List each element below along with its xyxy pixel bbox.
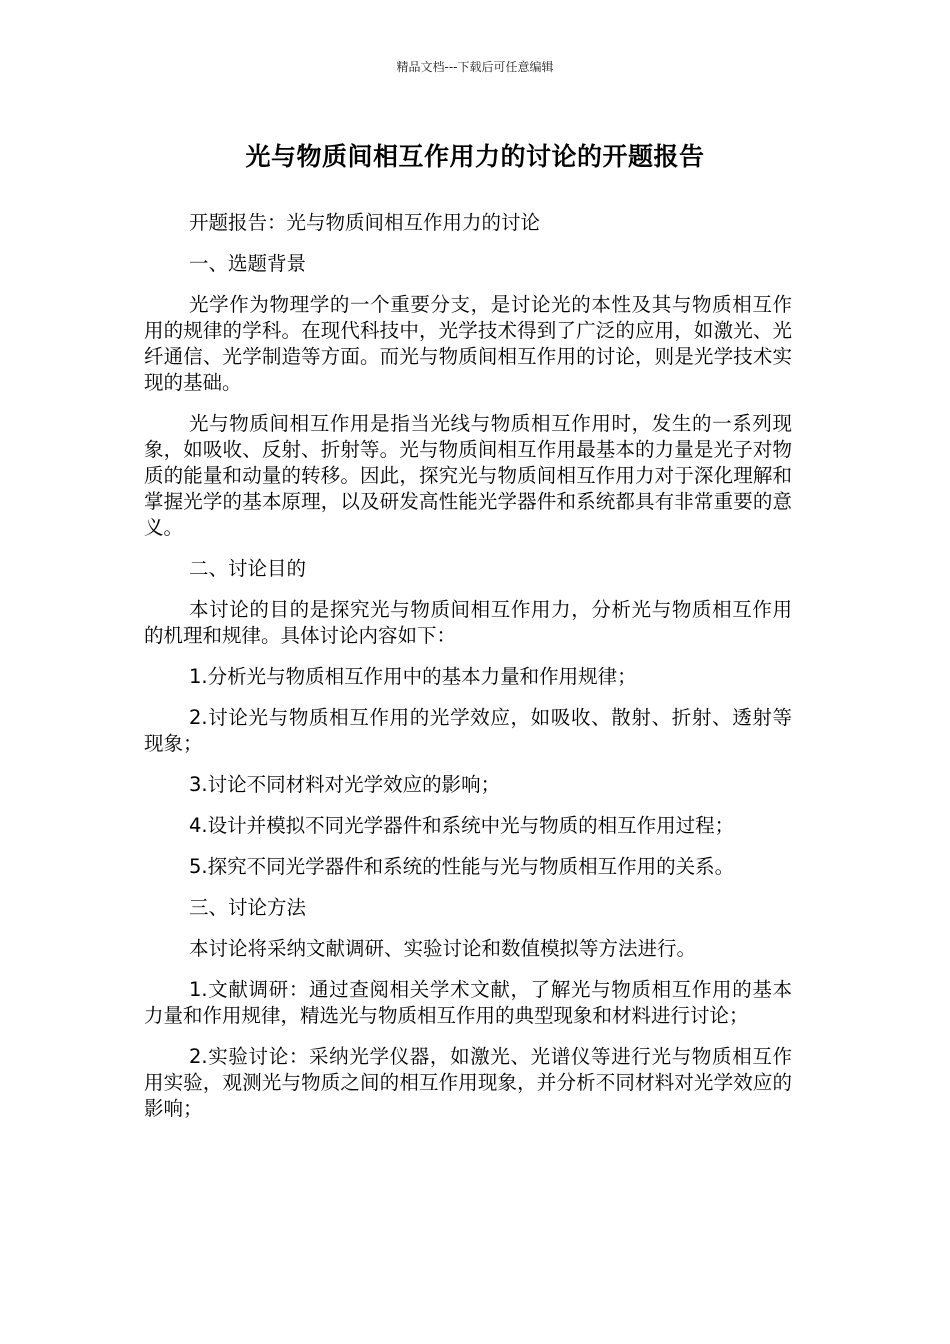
list-item: 4.设计并模拟不同光学器件和系统中光与物质的相互作用过程； <box>189 814 735 837</box>
list-item: 1.分析光与物质相互作用中的基本力量和作用规律； <box>189 665 637 688</box>
section-heading-methods: 三、讨论方法 <box>189 896 307 919</box>
section-heading-background: 一、选题背景 <box>189 252 307 275</box>
report-subtitle: 开题报告：光与物质间相互作用力的讨论 <box>189 211 541 234</box>
list-item: 2.讨论光与物质相互作用的光学效应，如吸收、散射、折射、透射等现象； <box>144 706 792 755</box>
list-item: 5.探究不同光学器件和系统的性能与光与物质相互作用的关系。 <box>189 855 735 878</box>
list-item: 3.讨论不同材料对光学效应的影响； <box>189 773 501 796</box>
body-paragraph: 光学作为物理学的一个重要分支，是讨论光的本性及其与物质相互作用的规律的学科。在现代科技中，光学技术得到了广泛的应用，如激光、光纤通信、光学制造等方面。而光与物质间相互作用的讨论，则是光学技术实现的基础。 <box>144 293 792 394</box>
document-title: 光与物质间相互作用力的讨论的开题报告 <box>245 142 705 171</box>
list-item: 1.文献调研：通过查阅相关学术文献，了解光与物质相互作用的基本力量和作用规律，精选光与物质相互作用的典型现象和材料进行讨论； <box>144 978 792 1027</box>
page-header: 精品文档---下载后可任意编辑 <box>396 60 554 74</box>
list-item: 2.实验讨论：采纳光学仪器，如激光、光谱仪等进行光与物质相互作用实验，观测光与物质之间的相互作用现象，并分析不同材料对光学效应的影响； <box>144 1045 792 1120</box>
body-paragraph: 本讨论将采纳文献调研、实验讨论和数值模拟等方法进行。 <box>189 937 697 960</box>
body-paragraph: 光与物质间相互作用是指当光线与物质相互作用时，发生的一系列现象，如吸收、反射、折射等。光与物质间相互作用最基本的力量是光子对物质的能量和动量的转移。因此，探究光与物质间相互作用力对于深化理解和掌握光学的基本原理，以及研发高性能光学器件和系统都具有非常重要的意义。 <box>144 412 792 539</box>
section-heading-purpose: 二、讨论目的 <box>189 557 307 580</box>
body-paragraph: 本讨论的目的是探究光与物质间相互作用力，分析光与物质相互作用的机理和规律。具体讨论内容如下： <box>144 598 792 647</box>
document-body <box>144 210 792 1137</box>
